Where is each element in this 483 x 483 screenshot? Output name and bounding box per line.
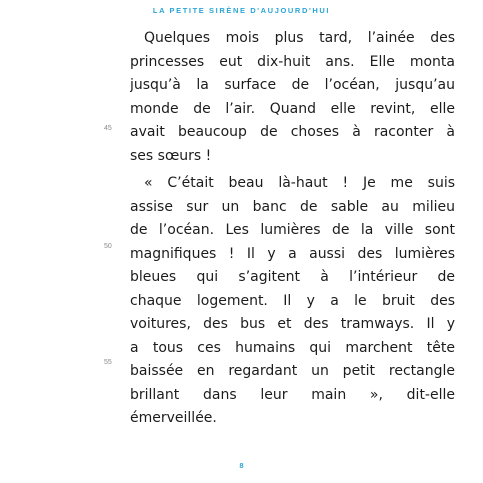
text-line: Quelques mois plus tard, l’ainée des (144, 30, 455, 46)
text-line: a tous ces humains qui marchent tête (130, 339, 455, 356)
line-number-45: 45 (104, 125, 112, 132)
text-line: brillant dans leur main », dit-elle (130, 386, 455, 403)
text-line: ses sœurs ! (130, 147, 212, 164)
text-line: monde de l’air. Quand elle revint, elle (130, 100, 455, 117)
text-line: « C’était beau là-haut ! Je me suis (144, 175, 455, 191)
line-number-55: 55 (104, 359, 112, 366)
text-line: baissée en regardant un petit rectangle (130, 363, 455, 379)
text-line: chaque logement. Il y a le bruit des (130, 292, 455, 309)
text-line: voitures, des bus et des tramways. Il y (130, 316, 455, 332)
text-line: avait beaucoup de choses à raconter à (130, 124, 455, 140)
text-line: jusqu’à la surface de l’océan, jusqu’au (130, 77, 455, 93)
page-number: 8 (239, 461, 244, 470)
line-number-50: 50 (104, 243, 112, 250)
paragraph-2 (130, 172, 455, 431)
text-line: émerveillée. (130, 410, 217, 426)
text-line: de l’océan. Les lumières de la ville sont (130, 222, 455, 238)
text-line: magnifiques ! Il y a aussi des lumières (130, 245, 455, 262)
text-line: assise sur un banc de sable au milieu (130, 198, 455, 215)
paragraph-1 (130, 27, 455, 168)
running-header: LA PETITE SIRÈNE D'AUJOURD'HUI (152, 6, 331, 15)
text-line: princesses eut dix-huit ans. Elle monta (130, 53, 455, 70)
text-line: bleues qui s’agitent à l’intérieur de (130, 269, 455, 285)
